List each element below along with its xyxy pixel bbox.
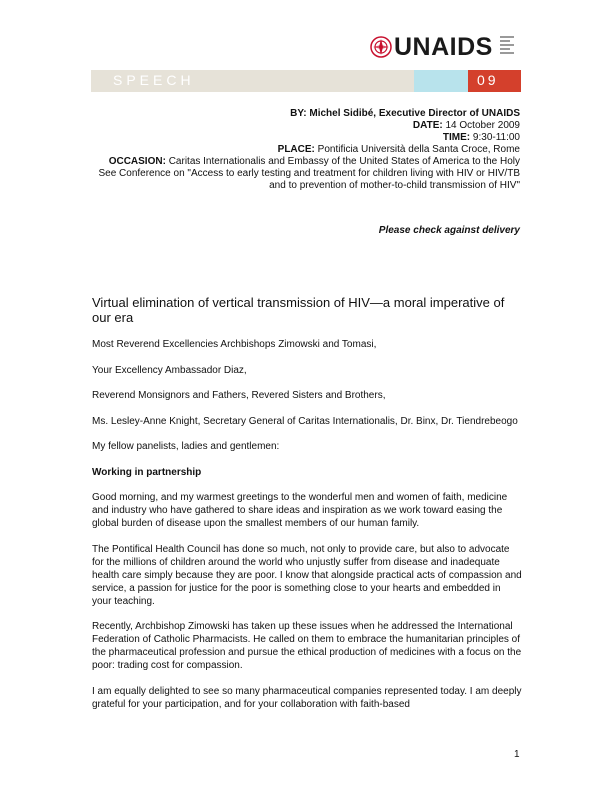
brand-name: UNAIDS	[394, 33, 493, 61]
meta-place	[90, 144, 520, 156]
paragraph: I am equally delighted to see so many pharmaceutical companies represented today. I am deeply grateful for your participation, and for your collaboration with faith-based	[92, 685, 522, 710]
meta-by-value: Michel Sidibé, Executive Director of UNAIDS	[309, 108, 520, 119]
speech-title: Virtual elimination of vertical transmission of HIV—a moral imperative of our era	[92, 295, 505, 325]
meta-place-label: PLACE:	[277, 144, 315, 155]
paragraph: Reverend Monsignors and Fathers, Revered Sisters and Brothers,	[92, 390, 386, 401]
meta-time-label: TIME:	[442, 132, 471, 143]
meta-time-value: 9:30-11:00	[472, 132, 520, 143]
section-heading: Working in partnership	[92, 466, 202, 478]
speech-band	[91, 70, 521, 92]
meta-by-label: BY:	[290, 108, 307, 119]
meta-occasion-label: OCCASION:	[108, 156, 166, 167]
meta-occasion-value: Caritas Internationalis and Embassy of the United States of America to the Holy See Conference on "Access to early testing and treatment for children living with HIV or HIV/TB and to prevention of mother-to-child transmission of HIV"	[98, 156, 520, 191]
paragraph: Ms. Lesley-Anne Knight, Secretary General of Caritas Internationalis, Dr. Binx, Dr. Tiendrebeogo	[92, 415, 518, 427]
delivery-note: Please check against delivery	[378, 225, 520, 236]
meta-date-label: DATE:	[412, 120, 443, 131]
meta-place-value: Pontificia Università della Santa Croce, Rome	[317, 144, 520, 155]
paragraph: Your Excellency Ambassador Diaz,	[92, 364, 247, 376]
band-number: 09	[477, 72, 499, 88]
band-label: SPEECH	[113, 72, 195, 88]
unaids-logo	[370, 32, 520, 62]
meta-occasion	[90, 156, 520, 192]
paragraph: Recently, Archbishop Zimowski has taken up these issues when he addressed the International Federation of Catholic Pharmacists. He called on them to embrace the humanitarian principles of the pharmaceutical profession and pursue the ethical production of medicines with a focus on the poor: trading cost for compassion.	[92, 621, 522, 671]
paragraph: My fellow panelists, ladies and gentlemen:	[92, 441, 280, 452]
paragraph: Most Reverend Excellencies Archbishops Zimowski and Tomasi,	[92, 339, 377, 350]
logo-tagline-lines	[500, 36, 520, 56]
meta-date-value: 14 October 2009	[445, 120, 520, 131]
meta-date	[90, 120, 520, 132]
meta-by	[90, 108, 520, 120]
paragraph: The Pontifical Health Council has done so much, not only to provide care, but also to advocate for the millions of children around the world who unjustly suffer from disease and inadequate health care simply because they are poor. I know that alongside practical acts of compassion and service, a passion for justice for the poor is something close to your hearts and embedded in your teaching.	[92, 543, 522, 607]
ribbon-emblem-icon	[370, 36, 392, 58]
speech-meta	[90, 108, 520, 192]
speech-body	[92, 338, 522, 723]
paragraph: Good morning, and my warmest greetings to the wonderful men and women of faith, medicine and industry who have gathered to share ideas and inspiration as we work toward easing the global burden of disease upon the smallest members of our human family.	[92, 492, 508, 529]
page-number: 1	[514, 749, 520, 760]
meta-time	[90, 132, 520, 144]
